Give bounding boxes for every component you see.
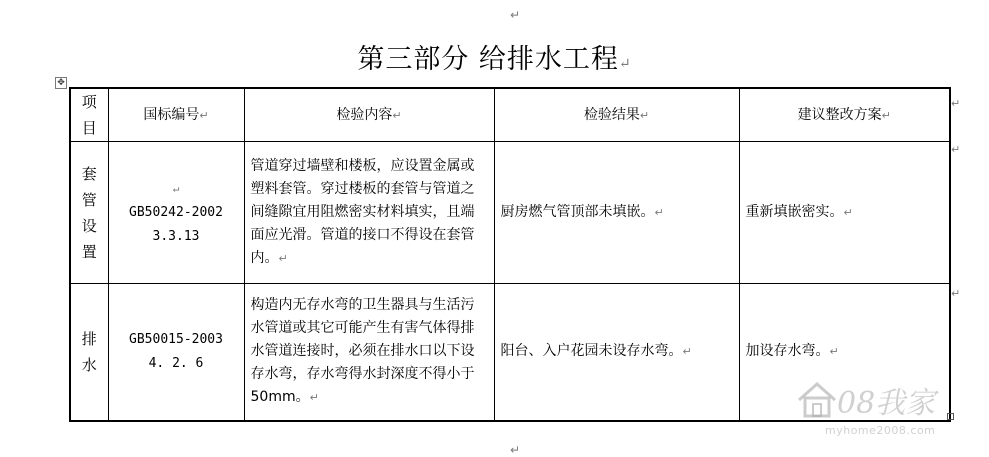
cell-result: 厨房燃气管顶部未填嵌。↵ xyxy=(494,142,739,284)
watermark-text: 08我家 xyxy=(837,386,936,421)
paragraph-mark: ↵ xyxy=(951,143,961,156)
header-code: 国标编号↵ xyxy=(108,88,244,142)
header-content: 检验内容↵ xyxy=(244,88,494,142)
inspection-table xyxy=(69,87,951,422)
header-result: 检验结果↵ xyxy=(494,88,739,142)
title-text: 第三部分 给排水工程 xyxy=(357,44,619,75)
table-row xyxy=(70,284,950,421)
paragraph-mark: ↵ xyxy=(951,287,961,300)
table-resize-handle-icon[interactable] xyxy=(947,413,954,420)
table-row xyxy=(70,142,950,284)
cell-result: 阳台、入户花园未设存水弯。↵ xyxy=(494,284,739,421)
cell-content: 构造内无存水弯的卫生器具与生活污水管道或其它可能产生有害气体得排水管道连接时，必须在排水口以下设存水弯，存水弯得水封深度不得小于 50mm。↵ xyxy=(244,284,494,421)
table-header-row xyxy=(70,88,950,142)
cell-code: ↵ GB50242-2002 3.3.13 xyxy=(108,142,244,284)
paragraph-mark: ↵ xyxy=(510,443,521,457)
cell-item: 套管设置 xyxy=(70,142,108,284)
header-suggestion: 建议整改方案↵ xyxy=(739,88,950,142)
paragraph-mark: ↵ xyxy=(618,56,632,72)
cell-suggestion: 加设存水弯。↵ xyxy=(739,284,950,421)
document-title xyxy=(0,40,989,84)
watermark-url: myhome2008.com xyxy=(825,424,936,437)
cell-code: GB50015-2003 4. 2. 6 xyxy=(108,284,244,421)
paragraph-mark: ↵ xyxy=(951,97,961,110)
cell-content: 管道穿过墙壁和楼板，应设置金属或塑料套管。穿过楼板的套管与管道之间缝隙宜用阻燃密实材料填实，且端面应光滑。管道的接口不得设在套管内。↵ xyxy=(244,142,494,284)
header-item: 项目 xyxy=(70,88,108,142)
cell-item: 排水 xyxy=(70,284,108,421)
table-move-handle-icon[interactable]: ✥ xyxy=(55,77,67,89)
cell-suggestion: 重新填嵌密实。↵ xyxy=(739,142,950,284)
paragraph-mark: ↵ xyxy=(510,8,521,22)
